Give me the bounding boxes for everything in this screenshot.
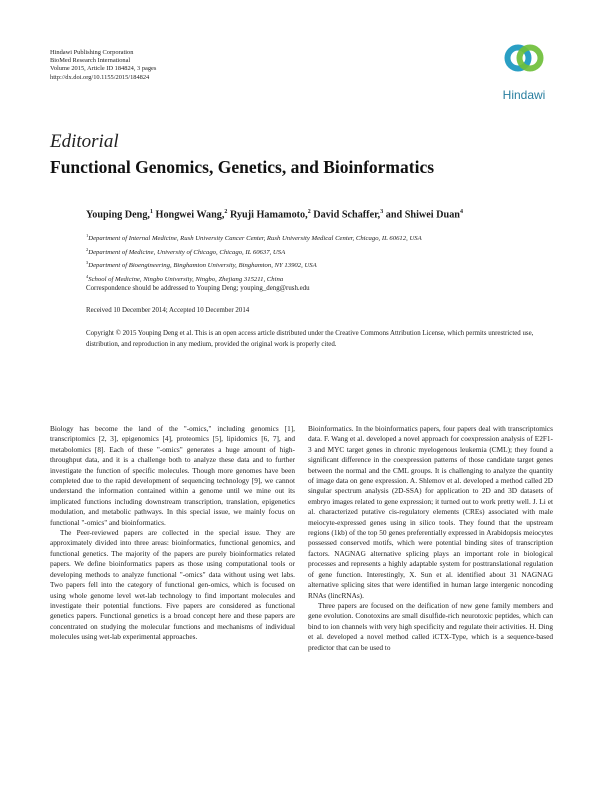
hindawi-logo [492,38,556,108]
correspondence-note: Correspondence should be addressed to Youping Deng; youping_deng@rush.edu [86,285,310,292]
affil-text: Department of Medicine, University of Chicago, Chicago, IL 60637, USA [88,248,286,256]
doi-link[interactable]: http://dx.doi.org/10.1155/2015/184824 [50,73,150,81]
affiliation-list [86,231,422,286]
author-affil-sup: 2 [224,209,228,215]
affiliation-item [86,245,422,259]
author-name: and Shiwei Duan [385,209,460,221]
affil-sup: 4 [86,273,89,279]
author-name: Ryuji Hamamoto, [229,209,308,221]
journal-header [50,49,156,82]
affiliation-item [86,258,422,272]
affil-sup: 3 [86,260,89,266]
body-paragraph: Three papers are focused on the deification of new gene family members and gene evolution. Conotoxins are small disulfide-rich neurotoxic peptides, which can bind to ion channels with very high specificity and regulate their activities. H. Ding et al. developed a novel method called iCTX-Type, which is a sequence-based predictor that can be used to [308,600,553,652]
article-title: Functional Genomics, Genetics, and Bioinformatics [50,157,435,177]
received-accepted-dates: Received 10 December 2014; Accepted 10 December 2014 [86,307,250,314]
body-column-right [308,424,553,653]
volume-info: Volume 2015, Article ID 184824, 3 pages [50,65,157,73]
author-affil-sup: 2 [307,209,311,215]
affil-sup: 1 [86,233,89,238]
affil-sup: 2 [86,246,89,252]
hindawi-rings-icon [504,38,544,78]
affil-text: Department of Internal Medicine, Rush University Cancer Center, Rush University Medical Center, Chicago, IL 60612, USA [88,235,422,243]
author-list [86,209,463,220]
author-affil-sup: 1 [149,209,153,215]
author-affil-sup: 4 [459,209,463,215]
copyright-notice: Copyright © 2015 Youping Deng et al. This is an open access article distributed under the Creative Commons Attribution License, which permits unrestricted use, distribution, and reproduction in any medium, provided the original work is properly cited. [86,330,534,348]
journal-name: BioMed Research International [50,57,131,65]
author-name: Hongwei Wang, [155,209,225,221]
body-paragraph: Bioinformatics. In the bioinformatics papers, four papers deal with transcriptomics data. F. Wang et al. developed a novel approach for coexpression analysis of E2F1-3 and MYC target genes in chronic myelogenous leukemia (CML); they found a significant difference in the coexpression patterns of those candidate target genes between the normal and the CML groups. It is challenging to analyze the quantity of image data on gene expression. A. Shlemov et al. developed a method called 2D singular spectrum analysis (2D-SSA) for application to 2D and 3D datasets of embryo images related to gene expression; it turned out to work pretty well. J. Li et al. characterized putative cis-regulatory elements (CREs) associated with male meiocyte-expressed genes using in silico tools. They found that the upstream regions (1kb) of the top 50 genes preferentially expressed in Arabidopsis meiocytes possessed conserved motifs, which were potential binding sites of transcription factors. NAGNAG alternative splicing plays an important role in biological processes and represents a highly adaptable system for posttranslational regulation of gene function. Interestingly, X. Sun et al. identified about 31 NAGNAG alternative splicing sites that were identified in human large intergenic noncoding RNAs (lincRNAs). [308,424,553,600]
body-paragraph: The Peer-reviewed papers are collected in the special issue. They are approximately divided into three areas: bioinformatics, functional genomics, and functional genetics. The majority of the papers are purely bioinformatics related papers. We define bioinformatics papers as those using computational tools or developing methods to analyze functional "-omics" data without using wet labs. Two papers fell into the category of functional gen-omics, which is focused on using whole genome level wet-lab technology to find important molecules and investigate their potential functions. Five papers are considered as functional genetics papers. Functional genetics is a broad concept here and these papers are concentrated on studying the molecular functions and mechanisms of individual molecules using wet-lab experimental approaches. [50,528,295,642]
section-label: Editorial [50,131,119,152]
author-affil-sup: 3 [380,209,384,215]
body-column-left [50,424,295,643]
publisher-name: Hindawi Publishing Corporation [50,49,134,56]
author-name: David Schaffer, [313,209,381,221]
body-paragraph: Biology has become the land of the "-omics," including genomics [1], transcriptomics [2, 3], epigenomics [4], proteomics [5], lipidomics [6, 7], and metabolomics [8]. Each of these "-omics" generates a huge amount of high-throughput data, and it is a challenge both to analyze these data and to further investigate the function of specific molecules. Though more genomes have been completed due to the rapid development of sequencing technology [9], we cannot understand the information contained within a genome until we mine out its implicated functions including downstream transcription, translation, epigenetics modulation, and metabolic pathways. In this special issue, we mainly focus on functional "-omics" and bioinformatics. [50,424,295,527]
author-name: Youping Deng, [86,209,150,221]
logo-wordmark: Hindawi [502,88,546,102]
affil-text: School of Medicine, Ningbo University, Ningbo, Zhejiang 315211, China [88,276,284,284]
affiliation-item [86,231,422,245]
affiliation-item [86,272,422,286]
affil-text: Department of Bioengineering, Binghamton University, Binghamton, NY 13902, USA [88,262,317,270]
